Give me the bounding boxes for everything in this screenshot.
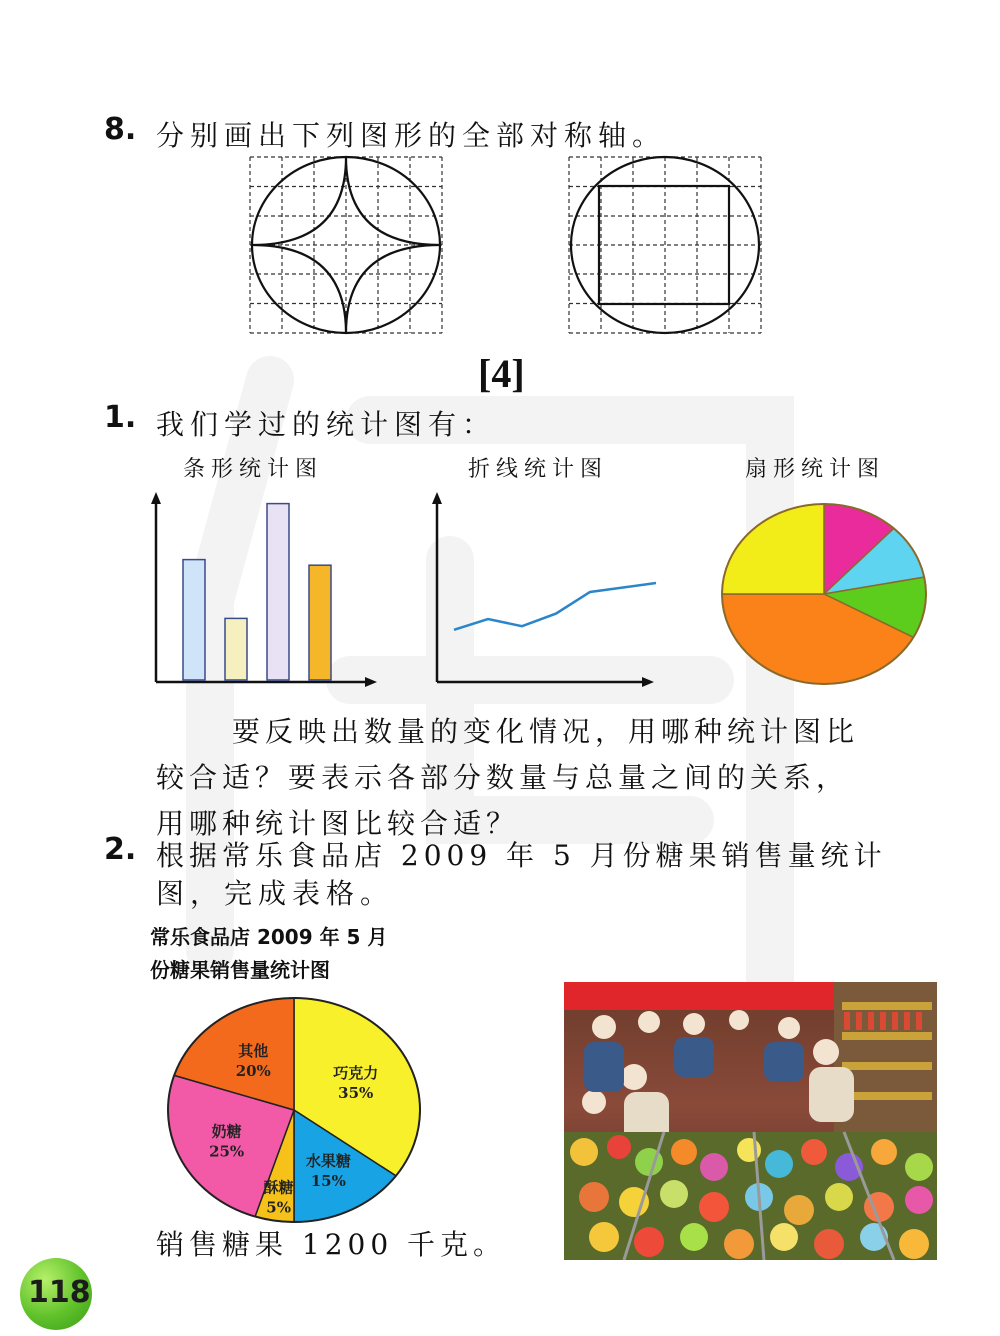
candy-pie-category-3: 酥糖	[263, 1178, 294, 1197]
bar-chart-caption: 条形统计图	[183, 457, 324, 482]
question-8-text: 分别画出下列图形的全部对称轴。	[156, 119, 667, 152]
question-8-number: 8.	[104, 112, 137, 147]
candy-store-photo	[564, 982, 937, 1260]
bar-4	[309, 565, 331, 680]
pie-small-slice-5	[722, 504, 824, 594]
pie-chart-caption: 扇形统计图	[745, 457, 886, 482]
candy-pie-percent-5: 20%	[235, 1062, 271, 1081]
candy-pie-chart	[160, 990, 430, 1230]
candy-chart-title-line-2: 份糖果销售量统计图	[150, 958, 330, 982]
candy-pie-percent-1: 35%	[338, 1084, 374, 1103]
figure-circle-square	[567, 155, 763, 335]
question-2-text-line-1: 根据常乐食品店 2009 年 5 月份糖果销售量统计	[156, 839, 887, 872]
question-1-text: 我们学过的统计图有：	[156, 408, 497, 441]
candy-pie-category-4: 奶糖	[211, 1122, 242, 1141]
line-chart	[426, 488, 661, 688]
question-1-paragraph-line-2: 较合适？要表示各部分数量与总量之间的关系，	[156, 761, 850, 794]
candy-pie-category-2: 水果糖	[305, 1151, 351, 1170]
question-2-footer: 销售糖果 1200 千克。	[156, 1228, 507, 1261]
candy-pie-percent-2: 15%	[310, 1171, 346, 1190]
section-heading: [4]	[478, 351, 525, 396]
candy-pie-category-5: 其他	[238, 1042, 269, 1061]
line-series	[454, 583, 656, 630]
bar-2	[225, 618, 247, 680]
question-1-number: 1.	[104, 400, 137, 435]
question-1-paragraph-line-3: 用哪种统计图比较合适？	[156, 807, 520, 840]
question-2-number: 2.	[104, 832, 137, 867]
candy-pie-percent-4: 25%	[209, 1142, 245, 1161]
page-number: 118	[28, 1275, 91, 1310]
question-1-paragraph-line-1: 要反映出数量的变化情况，用哪种统计图比	[232, 715, 860, 748]
candy-pie-percent-3: 5%	[266, 1198, 291, 1217]
question-2-text-line-2: 图，完成表格。	[156, 877, 395, 910]
bar-3	[267, 504, 289, 680]
candy-chart-title-line-1: 常乐食品店 2009 年 5 月	[150, 925, 388, 949]
candy-pie-category-1: 巧克力	[333, 1064, 379, 1083]
bar-1	[183, 560, 205, 680]
bar-chart	[145, 488, 380, 688]
line-chart-caption: 折线统计图	[468, 457, 609, 482]
pie-chart-small	[718, 500, 930, 690]
figure-circle-astroid	[248, 155, 444, 335]
